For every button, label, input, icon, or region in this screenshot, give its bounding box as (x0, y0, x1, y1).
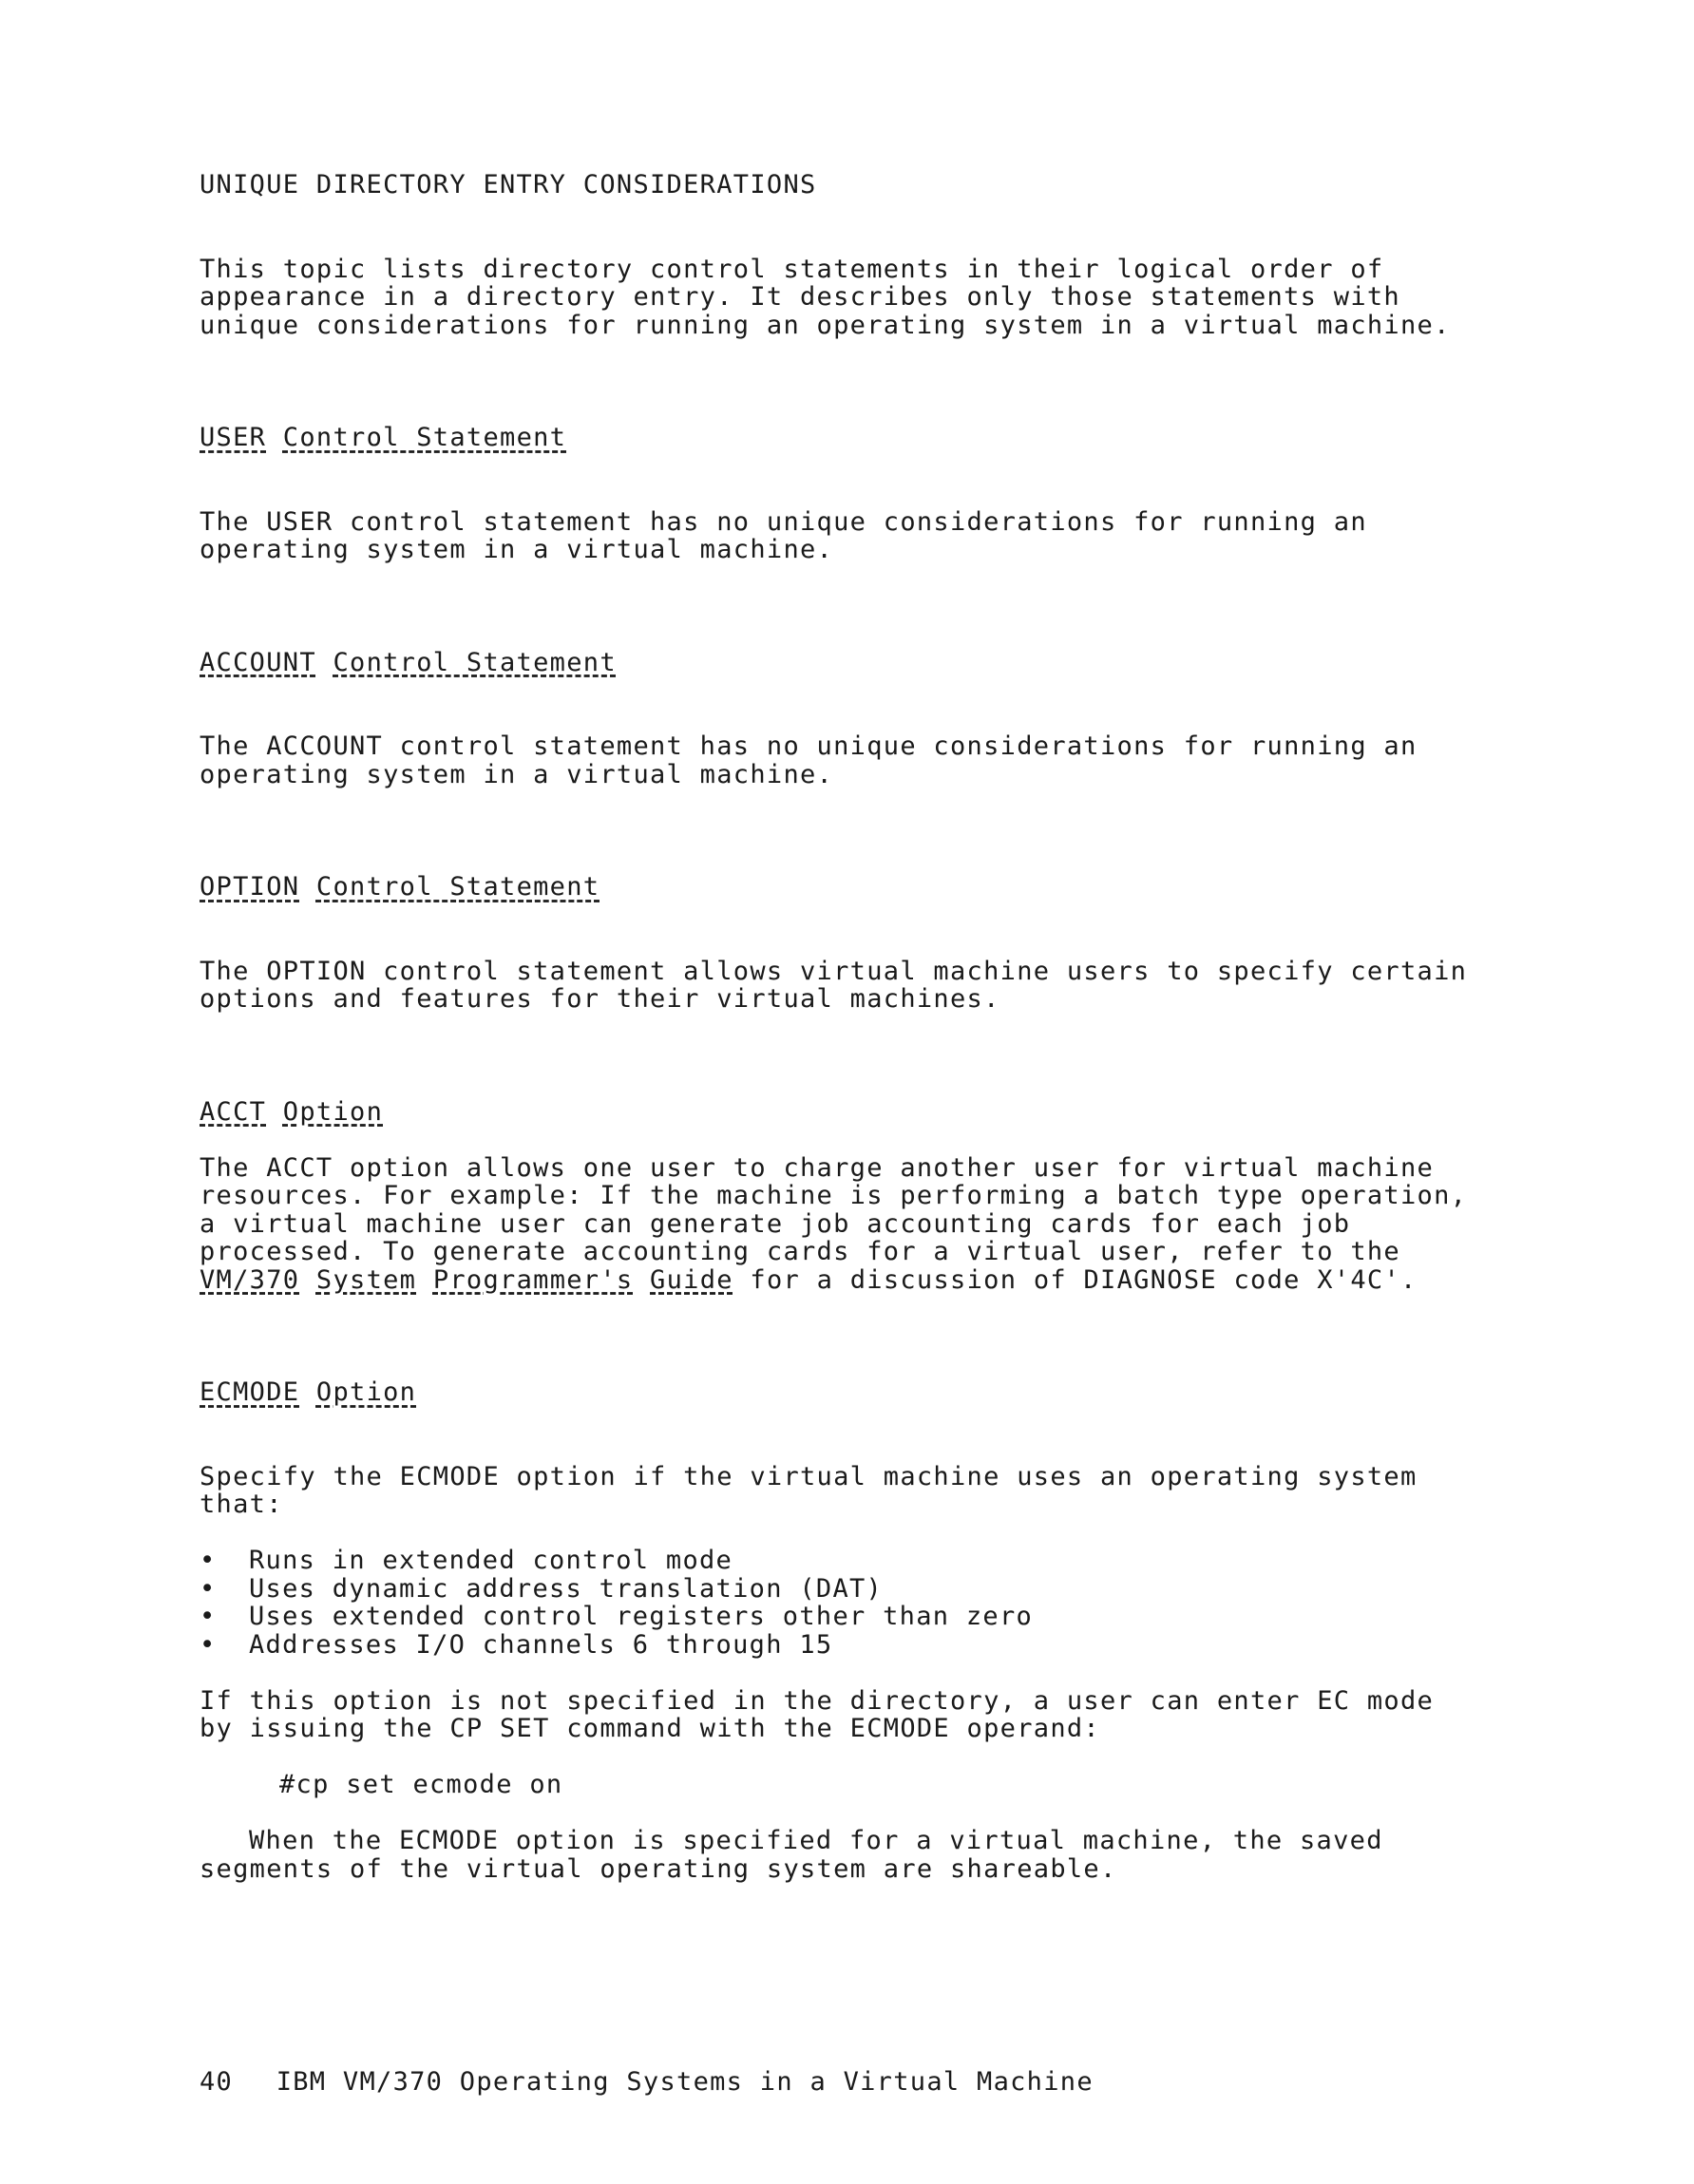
ecmode-lead: Specify the ECMODE option if the virtual machine uses an operating system that: (200, 1461, 1435, 1519)
page-title: UNIQUE DIRECTORY ENTRY CONSIDERATIONS (200, 170, 817, 199)
intro-paragraph: This topic lists directory control statements in their logical order of appearance in a directory entry. It describes only those statements with unique considerations for running an operating system in a virtual machine. (200, 254, 1451, 340)
footer-title: IBM VM/370 Operating Systems in a Virtual Machine (276, 2067, 1094, 2097)
user-heading-rest: Control Statement (282, 423, 567, 452)
ecmode-bullet-list (200, 1547, 1473, 1659)
ecmode-heading (200, 1378, 1473, 1407)
acct-ref-guide: Guide (650, 1264, 733, 1295)
page-footer (200, 2067, 1094, 2097)
acct-body (200, 1152, 1484, 1295)
ecmode-heading-keyword: ECMODE (200, 1377, 300, 1407)
user-body: The USER control statement has no unique considerations for running an operating system in a virtual machine. (200, 506, 1384, 564)
option-heading-keyword: OPTION (200, 872, 300, 902)
list-item: • Runs in extended control mode (200, 1547, 1473, 1575)
option-heading (200, 873, 1473, 902)
acct-heading-keyword: ACCT (200, 1096, 267, 1127)
list-item: • Uses dynamic address translation (DAT) (200, 1575, 1473, 1604)
list-item: • Addresses I/O channels 6 through 15 (200, 1631, 1473, 1660)
ecmode-heading-rest: Option (315, 1377, 417, 1407)
acct-ref-system: System (315, 1264, 417, 1295)
user-heading-keyword: USER (200, 423, 267, 452)
account-heading-rest: Control Statement (333, 647, 617, 677)
acct-body-start: The ACCT option allows one user to charge another user for virtual machine resources. For example: If the machine is performing a batch type operation, a virtual machine user can generate job accounting cards for each job processed. To generate accounting cards for a virtual user, refer to the (200, 1152, 1484, 1266)
ecmode-paragraph-3: When the ECMODE option is specified for a virtual machine, the saved segments of the virtual operating system are shareable. (200, 1826, 1400, 1884)
acct-body-end: for a discussion of DIAGNOSE code X'4C'. (733, 1264, 1418, 1295)
acct-ref-programmers: Programmer's (432, 1264, 634, 1295)
account-heading (200, 649, 1473, 677)
account-body: The ACCOUNT control statement has no unique considerations for running an operating system in a virtual machine. (200, 731, 1435, 789)
list-item: • Uses extended control registers other than zero (200, 1603, 1473, 1631)
account-heading-keyword: ACCOUNT (200, 647, 316, 677)
option-heading-rest: Control Statement (315, 872, 600, 902)
option-body: The OPTION control statement allows virtual machine users to specify certain options and features for their virtual machines. (200, 956, 1484, 1014)
acct-heading-rest: Option (282, 1096, 384, 1127)
page-content (200, 170, 1484, 1884)
ecmode-paragraph-2: If this option is not specified in the directory, a user can enter EC mode by issuing the CP SET command with the ECMODE operand: (200, 1685, 1451, 1743)
ecmode-command: #cp set ecmode on (279, 1770, 563, 1799)
acct-ref-vm370: VM/370 (200, 1264, 300, 1295)
page-number: 40 (200, 2067, 234, 2097)
acct-heading (200, 1098, 1473, 1127)
user-heading (200, 424, 1473, 452)
